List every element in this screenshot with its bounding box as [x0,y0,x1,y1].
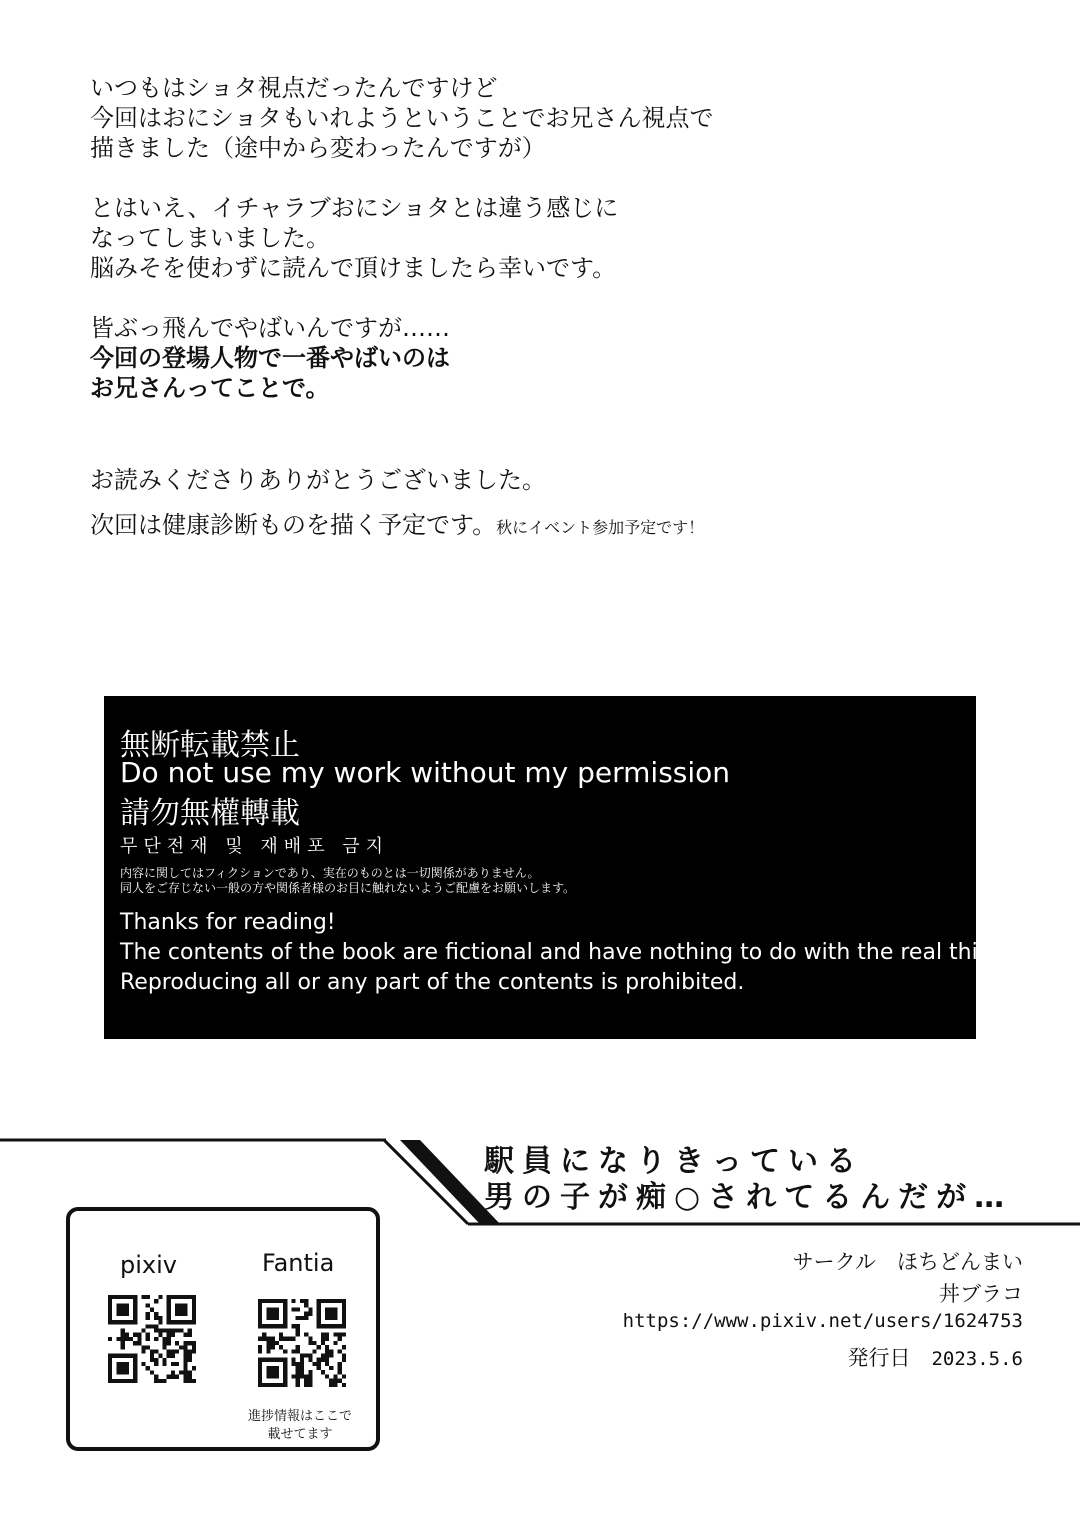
afterword-line-3: 描きました（途中から変わったんですが） [90,134,546,162]
afterword-line-2: 今回はおにショタもいれようということでお兄さん視点で [90,104,714,132]
publish-date-label: 発行日 [847,1346,911,1370]
fantia-qr-code-icon[interactable] [258,1299,346,1387]
book-title-line-2: 男の子が痴○されてるんだが… [484,1180,1013,1215]
links-box [66,1207,380,1451]
notice-ko: 무단전재 및 재배포 금지 [120,836,390,857]
notice-zh: 請勿無權轉載 [120,796,300,831]
notice-reproduce-en: Reproducing all or any part of the contents is prohibited. [120,970,745,995]
notice-request-jp: 同人をご存じない一般の方や関係者様のお目に触れないようご配慮をお願いします。 [120,881,576,895]
event-plan-small: 秋にイベント参加予定です！ [496,518,705,537]
author-url-link[interactable]: https://www.pixiv.net/users/1624753 [622,1310,1023,1332]
notice-thanks: Thanks for reading! [120,910,336,935]
fantia-label: Fantia [262,1249,335,1277]
afterword-next-plan-line [90,510,704,543]
publish-date [847,1342,1023,1372]
next-plan-main: 次回は健康診断ものを描く予定です。 [90,511,497,539]
afterword-line-4: とはいえ、イチャラブおにショタとは違う感じに [90,194,619,222]
notice-fiction-en: The contents of the book are fictional and have nothing to do with the real thing. [120,940,1013,965]
pixiv-label: pixiv [120,1251,177,1279]
book-title-line-1: 駅員になりきっている [484,1144,864,1179]
notice-jp: 無断転載禁止 [120,728,300,763]
afterword-line-9-bold: お兄さんってことで。 [90,374,330,402]
afterword-line-6: 脳みそを使わずに読んで頂けましたら幸いです。 [90,254,617,282]
afterword-thanks-line: お読みくださりありがとうございました。 [90,466,546,494]
publish-date-value: 2023.5.6 [931,1348,1023,1370]
notice-fiction-jp: 内容に関してはフィクションであり、実在のものとは一切関係がありません。 [120,866,540,880]
afterword-line-1: いつもはショタ視点だったんですけど [90,74,498,102]
copyright-notice-box [104,696,1013,1039]
pixiv-qr-code-icon[interactable] [108,1295,196,1383]
fantia-note-line-2: 載せてます [267,1427,333,1442]
afterword-line-8-bold: 今回の登場人物で一番やばいのは [90,344,450,372]
fantia-note-line-1: 進捗情報はここで [247,1409,352,1424]
afterword-line-7: 皆ぶっ飛んでやばいんですが…… [90,314,450,342]
author-name: 丼ブラコ [939,1282,1023,1306]
afterword-line-5: なってしまいました。 [90,224,330,252]
circle-name: サークル ほちどんまい [792,1250,1023,1274]
notice-en: Do not use my work without my permission [120,756,731,789]
